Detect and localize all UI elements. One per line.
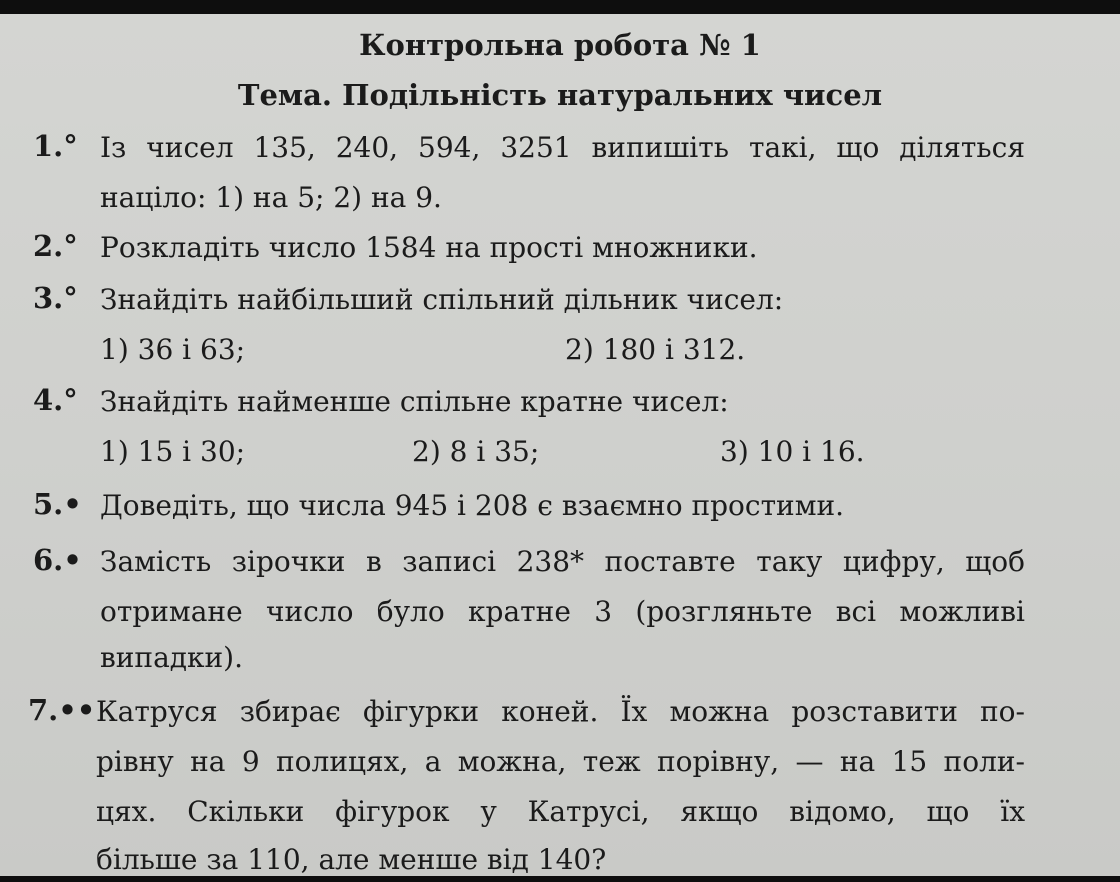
- document-page: [0, 14, 1120, 876]
- task-3-line-1: Знайдіть найбільший спільний дільник чисел:: [100, 283, 784, 316]
- task-4-part-3: 3) 10 і 16.: [720, 435, 865, 468]
- task-6-line-3: випадки).: [100, 641, 244, 674]
- task-4-part-1: 1) 15 і 30;: [100, 435, 246, 468]
- task-5-line-1: Доведіть, що числа 945 і 208 є взаємно простими.: [100, 489, 845, 522]
- task-number-6: 6.•: [33, 543, 82, 577]
- task-number-5: 5.•: [33, 487, 82, 521]
- task-number-3: 3.°: [33, 281, 78, 315]
- task-1-line-1: Із чисел 135, 240, 594, 3251 випишіть такі, що діляться: [100, 131, 1025, 164]
- task-1-line-2: націло: 1) на 5; 2) на 9.: [100, 181, 442, 214]
- page-topic: Тема. Подільність натуральних чисел: [237, 78, 883, 112]
- task-7-line-3: цях. Скільки фігурок у Катрусі, якщо відомо, що їх: [96, 795, 1025, 828]
- task-number-2: 2.°: [33, 229, 78, 263]
- task-number-1: 1.°: [33, 129, 78, 163]
- task-3-part-1: 1) 36 і 63;: [100, 333, 246, 366]
- task-number-7: 7.••: [28, 693, 96, 727]
- task-2-line-1: Розкладіть число 1584 на прості множники.: [100, 231, 758, 264]
- task-3-part-2: 2) 180 і 312.: [565, 333, 746, 366]
- task-6-line-2: отримане число було кратне 3 (розгляньте всі можливі: [100, 595, 1025, 628]
- page-title: Контрольна робота № 1: [359, 28, 761, 62]
- task-7-line-1: Катруся збирає фігурки коней. Їх можна розставити по-: [96, 695, 1025, 728]
- task-7-line-4: більше за 110, але менше від 140?: [96, 843, 607, 876]
- task-6-line-1: Замість зірочки в записі 238* поставте таку цифру, щоб: [100, 545, 1025, 578]
- task-4-line-1: Знайдіть найменше спільне кратне чисел:: [100, 385, 729, 418]
- task-7-line-2: рівну на 9 полицях, а можна, теж порівну, — на 15 поли-: [96, 745, 1025, 778]
- task-number-4: 4.°: [33, 383, 78, 417]
- task-4-part-2: 2) 8 і 35;: [412, 435, 540, 468]
